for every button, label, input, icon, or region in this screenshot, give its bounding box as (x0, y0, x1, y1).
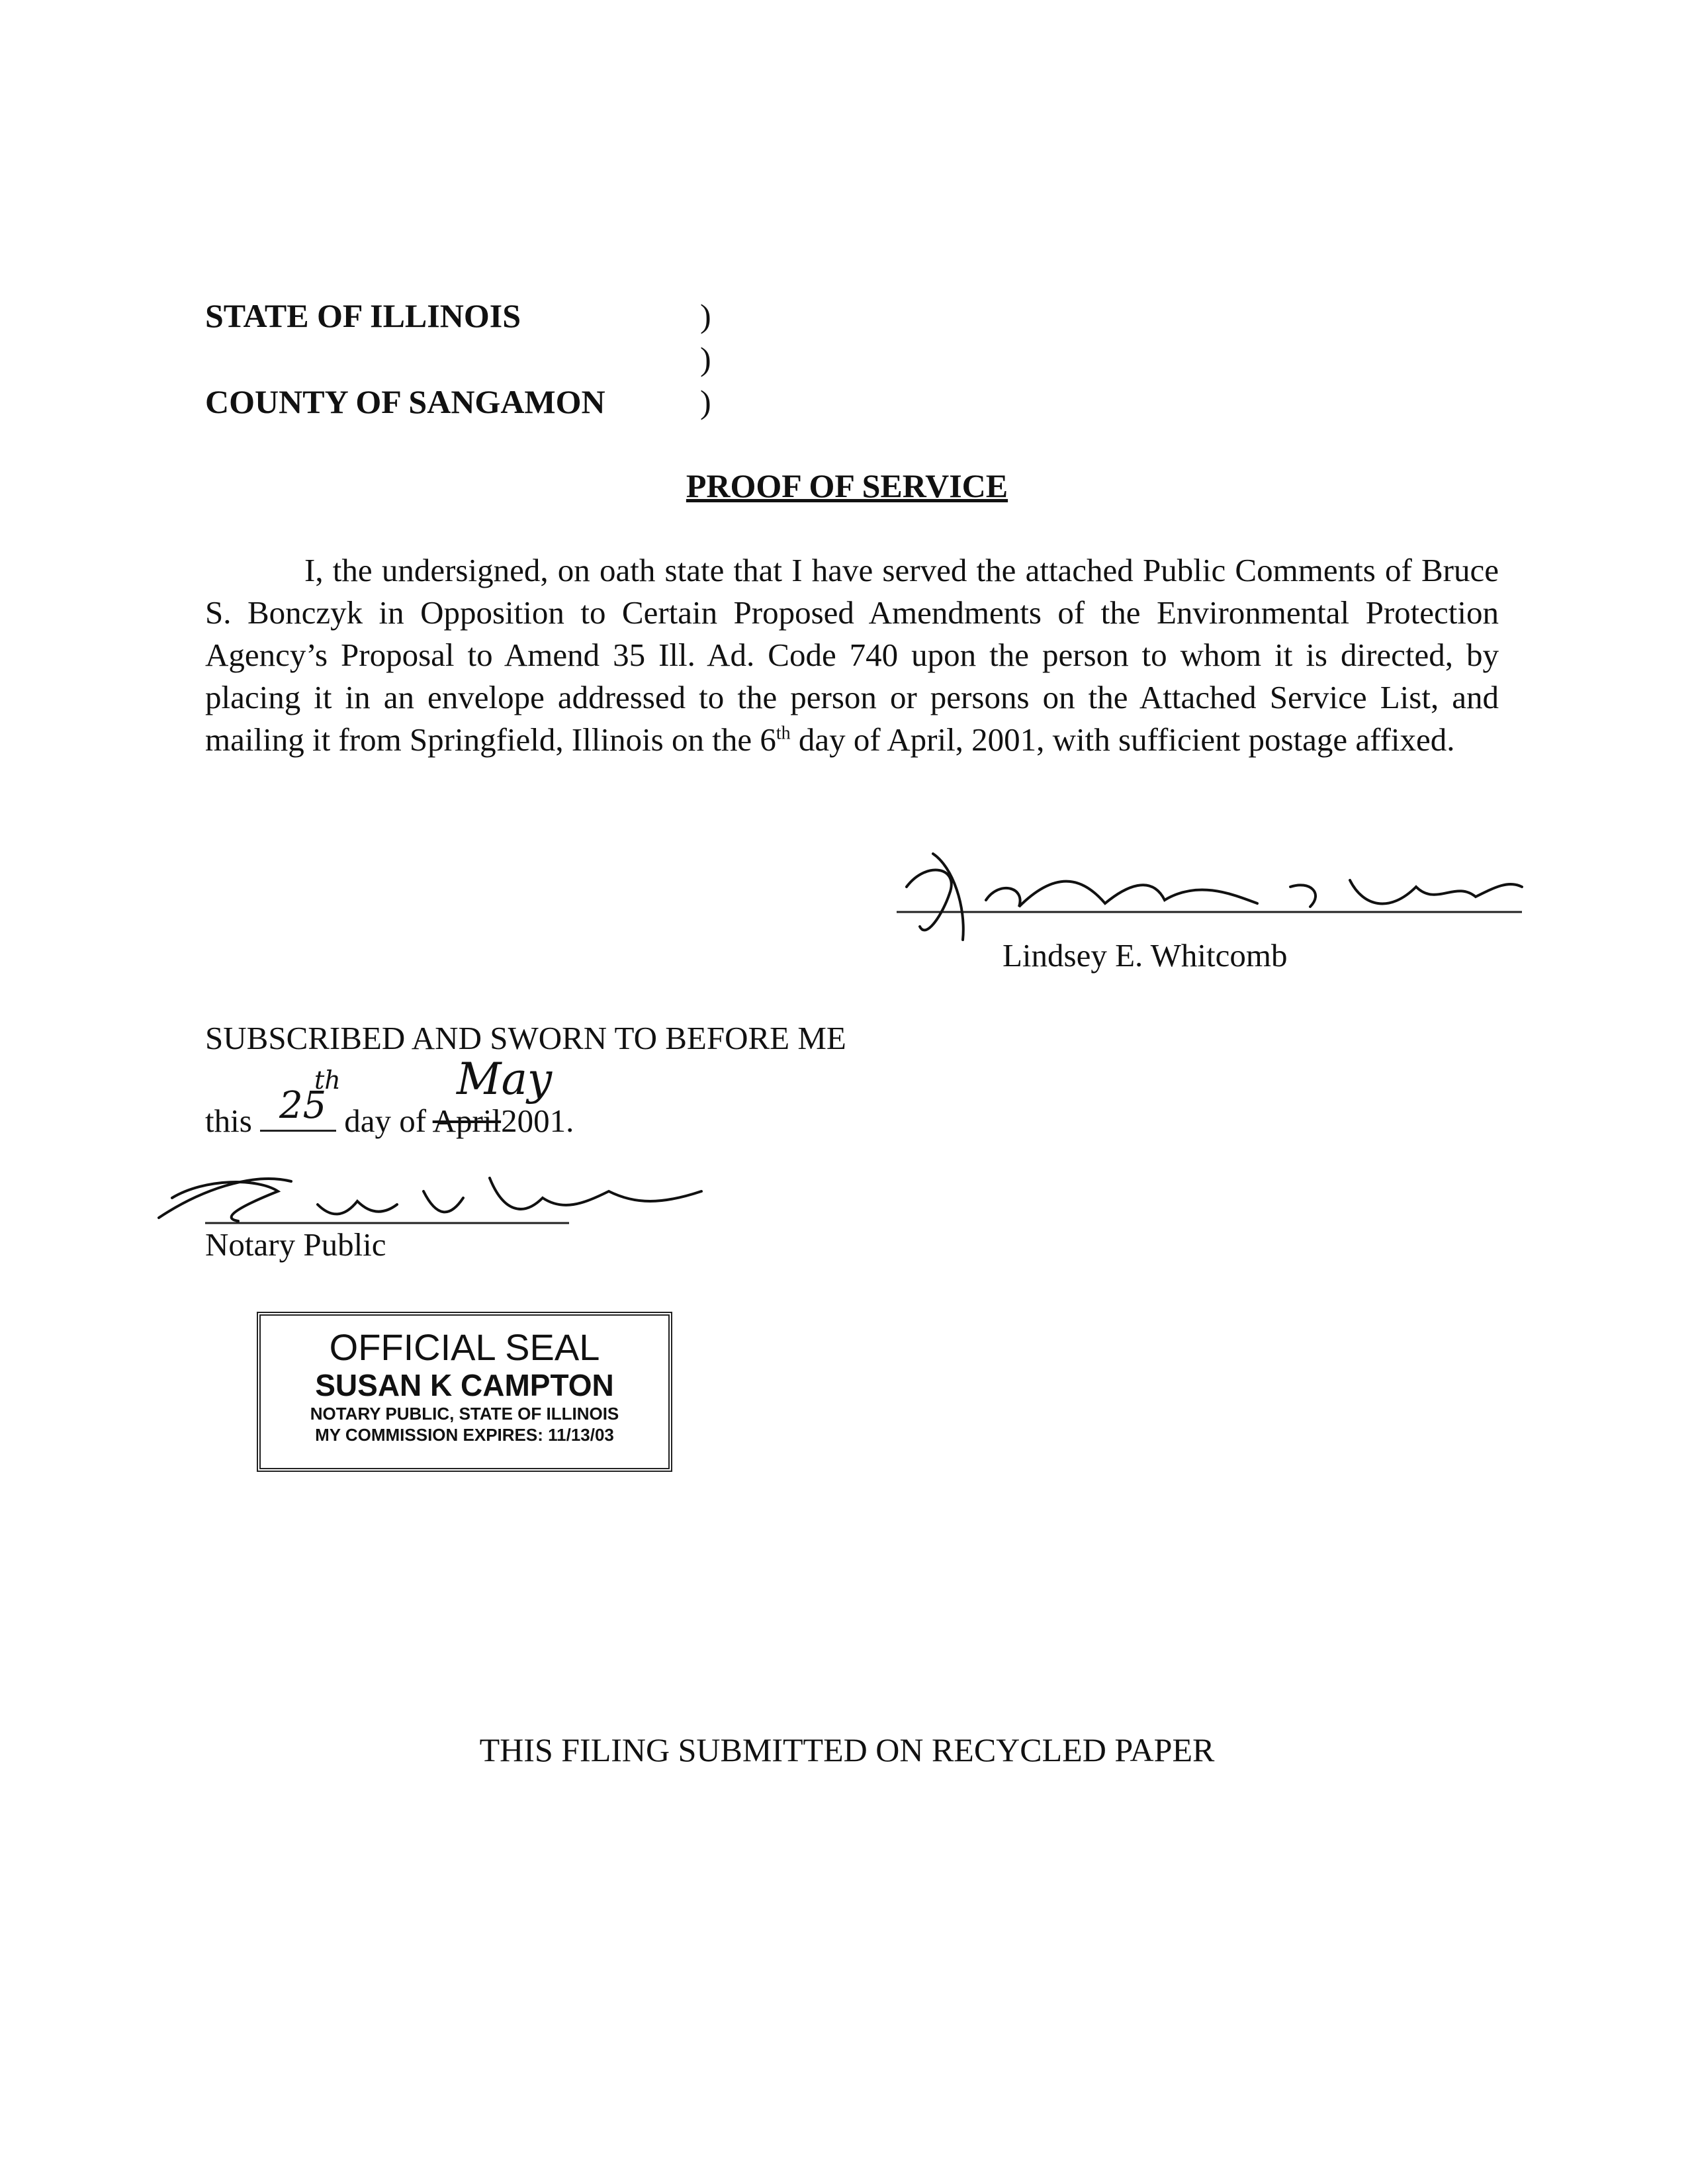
recycled-paper-notice: THIS FILING SUBMITTED ON RECYCLED PAPER (479, 1731, 1215, 1768)
date-prefix: this (205, 1103, 252, 1139)
seal-notary-line: NOTARY PUBLIC, STATE OF ILLINOIS (310, 1404, 619, 1424)
signer-name: Lindsey E. Whitcomb (1003, 937, 1288, 974)
date-year: 2001. (501, 1103, 574, 1139)
ordinal-suffix: th (776, 723, 791, 744)
notary-date-line (205, 1102, 574, 1140)
caption-state: STATE OF ILLINOIS (205, 297, 521, 334)
handwritten-day-suffix: th (314, 1066, 341, 1095)
struck-month: April (432, 1103, 502, 1139)
handwritten-month: May (457, 1054, 553, 1105)
official-seal-stamp (257, 1312, 672, 1472)
seal-title: OFFICIAL SEAL (329, 1326, 600, 1368)
seal-commission-line: MY COMMISSION EXPIRES: 11/13/03 (315, 1425, 614, 1445)
body-text-part1: I, the undersigned, on oath state that I have served the attached Public Comments of Bruce S. Bonczyk in Opposition to Certain Proposed Amendments of the Environmental Protection Agency’s Proposal to Amend 35 Ill. Ad. Code 740 upon the person to whom it is directed, by placing it in an envelope addressed to the person or persons on the Attached Service List, and mailing it from Springfield, Illinois on the 6 (205, 552, 1499, 758)
body-paragraph (205, 549, 1499, 761)
caption-paren: ) (700, 383, 711, 420)
seal-name: SUSAN K CAMPTON (315, 1368, 614, 1402)
notary-public-label: Notary Public (205, 1226, 386, 1263)
body-text-part2: day of April, 2001, with sufficient postage affixed. (790, 721, 1455, 758)
date-day-word: day of (344, 1103, 427, 1139)
document-title: PROOF OF SERVICE (686, 467, 1008, 504)
caption-paren: ) (700, 297, 711, 334)
handwritten-day: 25 (279, 1084, 327, 1127)
caption-paren: ) (700, 340, 711, 377)
subscribed-heading: SUBSCRIBED AND SWORN TO BEFORE ME (205, 1020, 846, 1056)
caption-county: COUNTY OF SANGAMON (205, 383, 605, 420)
